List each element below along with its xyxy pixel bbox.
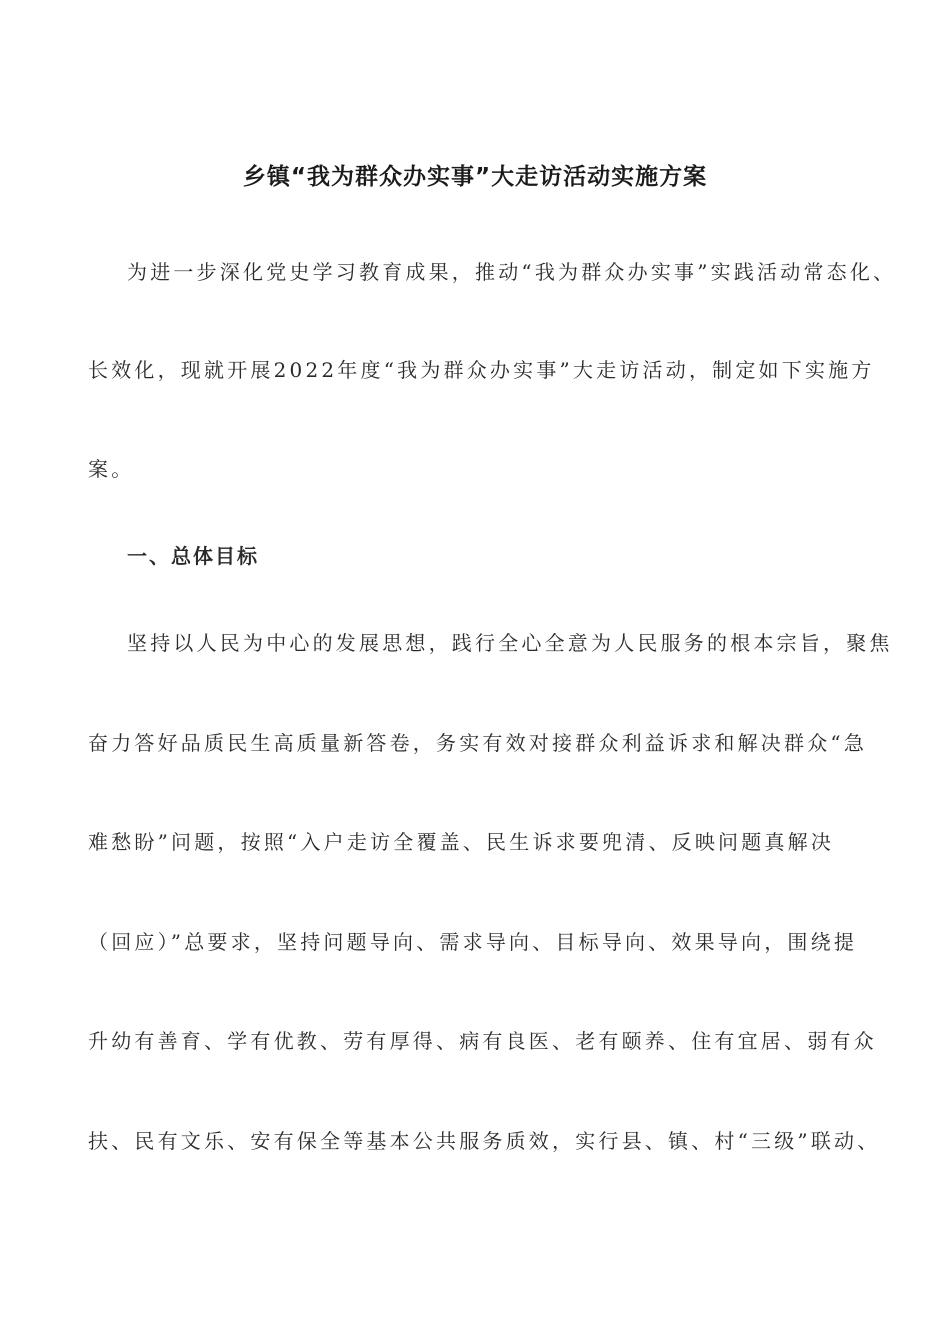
- intro-line-2: 长效化，现就开展2022年度“我为群众办实事”大走访活动，制定如下实施方: [88, 358, 875, 382]
- section1-line-4: （回应）”总要求，坚持问题导向、需求导向、目标导向、效果导向，围绕提: [88, 930, 858, 954]
- section1-line-1: 坚持以人民为中心的发展思想，践行全心全意为人民服务的根本宗旨，聚焦: [127, 631, 893, 655]
- document-title: 乡镇“我为群众办实事”大走访活动实施方案: [242, 164, 708, 190]
- intro-line-3: 案。: [88, 457, 135, 481]
- intro-line-1: 为进一步深化党史学习教育成果，推动“我为群众办实事”实践活动常态化、: [127, 260, 897, 284]
- section1-line-2: 奋力答好品质民生高质量新答卷，务实有效对接群众利益诉求和解决群众“急: [88, 731, 868, 755]
- section1-line-3: 难愁盼”问题，按照“入户走访全覆盖、民生诉求要兜清、反映问题真解决: [88, 830, 835, 854]
- section1-line-5: 升幼有善育、学有优教、劳有厚得、病有良医、老有颐养、住有宜居、弱有众: [88, 1029, 877, 1053]
- section1-line-6: 扶、民有文乐、安有保全等基本公共服务质效，实行县、镇、村“三级”联动、: [88, 1129, 881, 1153]
- section-heading-overall-goal: 一、总体目标: [127, 544, 259, 568]
